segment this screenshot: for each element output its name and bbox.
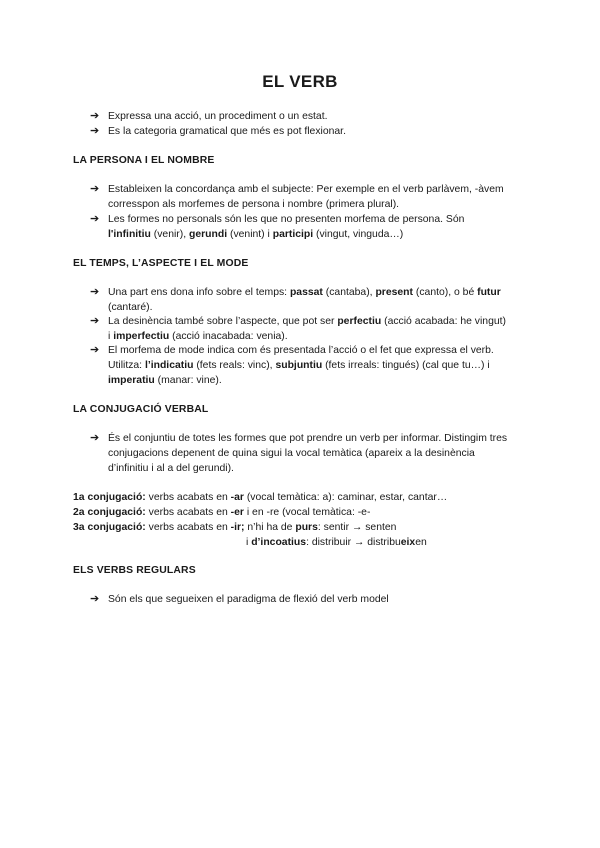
list-item: ➔ Expressa una acció, un procediment o un estat. [90,110,328,122]
section-heading-temps: EL TEMPS, L’ASPECTE I EL MODE [73,258,249,269]
arrow-icon: ➔ [90,432,100,444]
list-item: ➔ Les formes no personals són les que no presenten morfema de persona. Són l'infinitiu (venir), gerundi (venint) i participi (vingut, vinguda…) [90,213,465,240]
list-item: ➔ El morfema de mode indica com és presentada l’acció o el fet que expressa el verb. Utilitza: l’indicatiu (fets reals: vinc), subjuntiu (fets irreals: tingués) (cal que tu…) i imperatiu (manar: vine). [90,344,494,386]
conjugation-3-incoatius: i d’incoatius: distribuir → distribueixen [246,537,427,548]
list-item: ➔ Estableixen la concordança amb el subjecte: Per exemple en el verb parlàvem, -àvem corresspon als morfemes de persona i nombre (primera plural). [90,183,504,210]
list-item: ➔ Són els que segueixen el paradigma de flexió del verb model [90,593,389,605]
section-heading-conjugacio: LA CONJUGACIÓ VERBAL [73,404,209,415]
arrow-icon: ➔ [90,110,100,122]
conjugation-3: 3a conjugació: verbs acabats en -ir; n’hi ha de purs: sentir → senten [73,522,397,533]
arrow-icon: ➔ [90,344,100,356]
list-item: ➔ És el conjuntiu de totes les formes que pot prendre un verb per informar. Distingim tres conjugacions depenent de quina sigui la vocal temàtica (apareix a la desinència d’infinitiu i al a del gerundi). [90,432,508,474]
arrow-icon: ➔ [90,315,100,327]
arrow-icon: ➔ [90,213,100,225]
arrow-icon: ➔ [90,286,100,298]
list-item: ➔ La desinència també sobre l’aspecte, que pot ser perfectiu (acció acabada: he vingut) i imperfectiu (acció inacabada: venia). [90,315,506,342]
section-heading-persona: LA PERSONA I EL NOMBRE [73,155,215,166]
conjugation-1: 1a conjugació: verbs acabats en -ar (vocal temàtica: a): caminar, estar, cantar… [73,492,448,503]
list-item: ➔ Es la categoria gramatical que més es pot flexionar. [90,125,346,137]
list-item: ➔ Una part ens dona info sobre el temps: passat (cantaba), present (canto), o bé futur (cantaré). [90,286,501,313]
arrow-icon: ➔ [90,593,100,605]
arrow-icon: ➔ [90,183,100,195]
conjugation-2: 2a conjugació: verbs acabats en -er i en -re (vocal temàtica: -e- [73,507,371,518]
section-heading-regulars: ELS VERBS REGULARS [73,565,196,576]
arrow-icon: ➔ [90,125,100,137]
page-title: EL VERB [262,72,338,91]
